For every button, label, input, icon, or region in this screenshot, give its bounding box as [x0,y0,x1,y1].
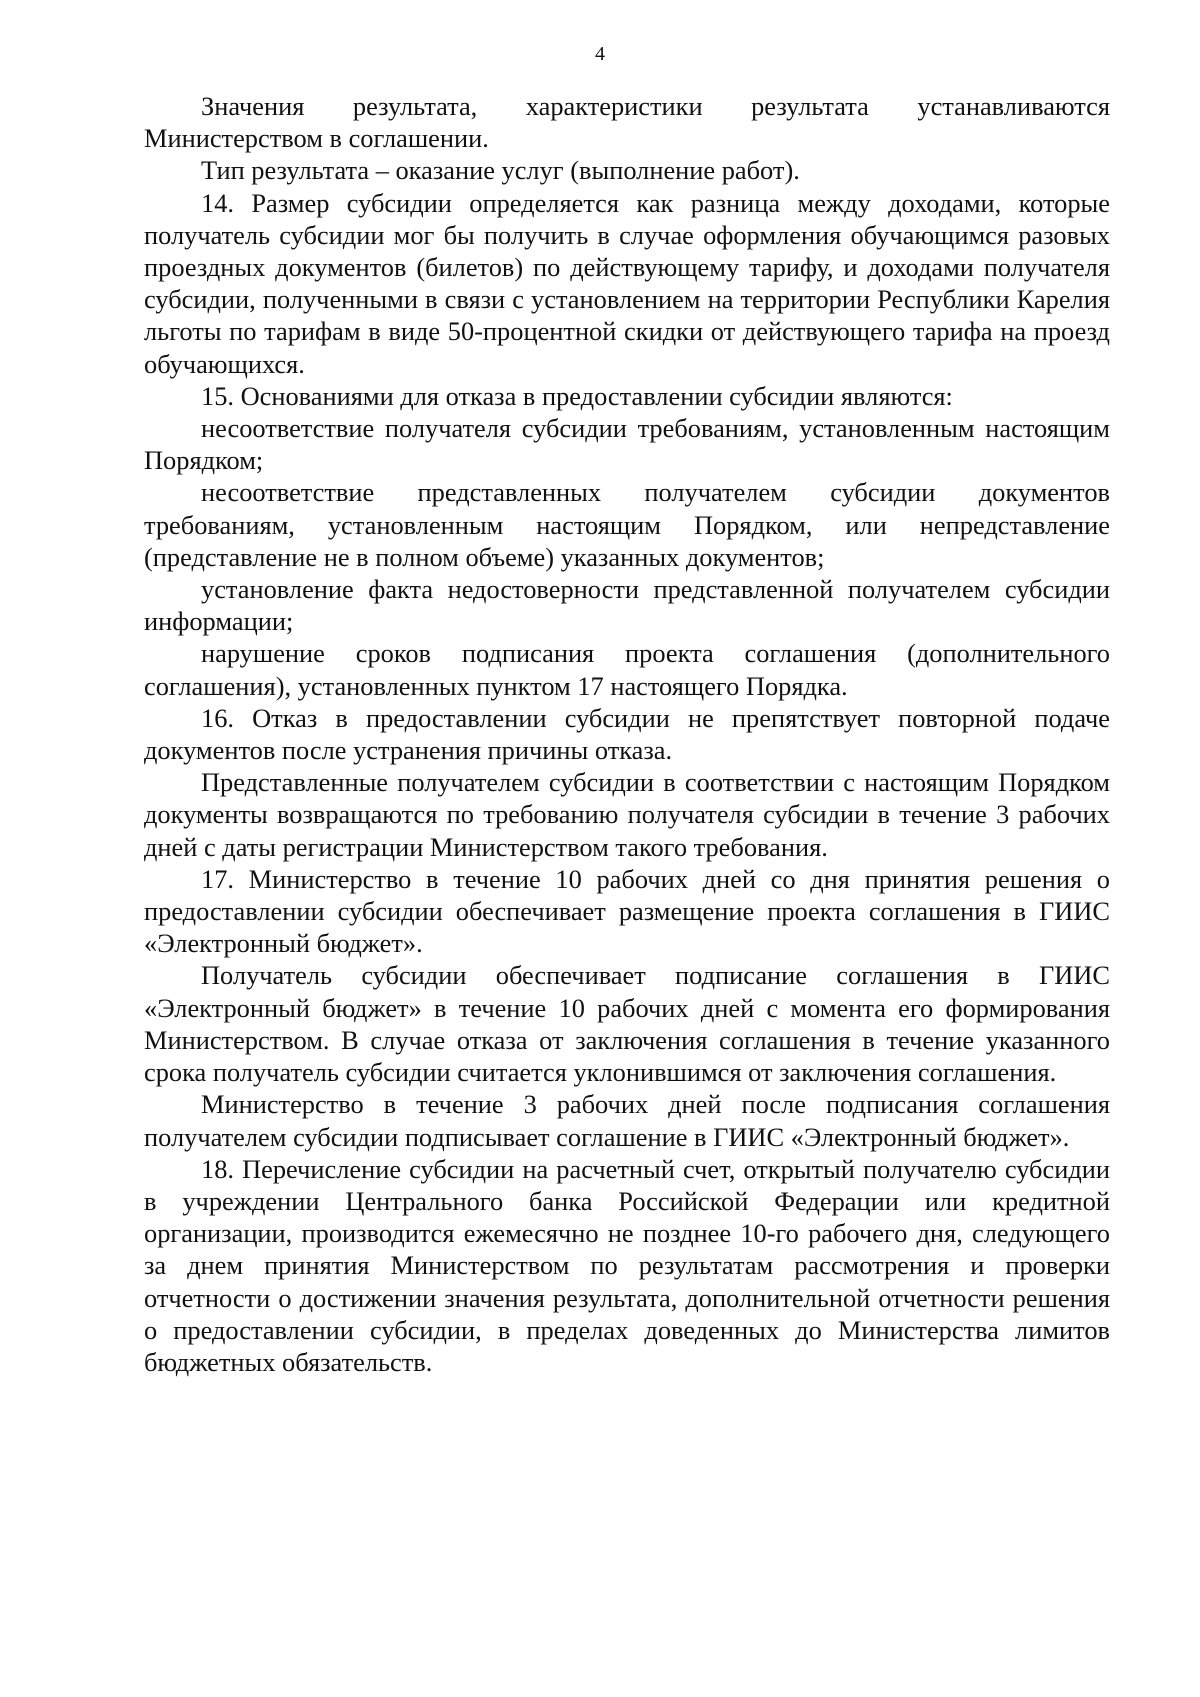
paragraph-17-agreement-draft: 17. Министерство в течение 10 рабочих дней со дня принятия решения о предоставлении субсидии обеспечивает размещение проекта соглашения в ГИИС «Электронный бюджет». [144,863,1110,959]
paragraph-ministry-signing: Министерство в течение 3 рабочих дней после подписания соглашения получателем субсидии подписывает соглашение в ГИИС «Электронный бюджет». [144,1089,1110,1152]
paragraph-16-resubmission: 16. Отказ в предоставлении субсидии не препятствует повторной подаче документов после устранения причины отказа. [144,702,1110,766]
paragraph-refusal-ground-deadlines: нарушение сроков подписания проекта соглашения (дополнительного соглашения), установленных пунктом 17 настоящего Порядка. [144,638,1110,701]
paragraph-refusal-ground-documents: несоответствие представленных получателем субсидии документов требованиям, установленным настоящим Порядком, или непредставление (представление не в полном объеме) указанных документов; [144,477,1110,572]
page-number: 4 [595,43,605,65]
paragraph-result-type: Тип результата – оказание услуг (выполнение работ). [201,155,800,186]
document-body [144,90,1110,1378]
paragraph-18-transfer: 18. Перечисление субсидии на расчетный счет, открытый получателю субсидии в учреждении Центрального банка Российской Федерации или кредитной организации, производится ежемесячно не позднее 10-го рабочего дня, следующего за днем принятия Министерством по результатам рассмотрения и проверки отчетности о достижении значения результата, дополнительной отчетности решения о предоставлении субсидии, в пределах доведенных до Министерства лимитов бюджетных обязательств. [144,1153,1110,1377]
paragraph-agreement-signing: Получатель субсидии обеспечивает подписание соглашения в ГИИС «Электронный бюджет» в течение 10 рабочих дней с момента его формирования Министерством. В случае отказа от заключения соглашения в течение указанного срока получатель субсидии считается уклонившимся от заключения соглашения. [144,960,1110,1088]
paragraph-documents-return: Представленные получателем субсидии в соответствии с настоящим Порядком документы возвращаются по требованию получателя субсидии в течение 3 рабочих дней с даты регистрации Министерством такого требования. [144,767,1110,862]
paragraph-refusal-ground-requirements: несоответствие получателя субсидии требованиям, установленным настоящим Порядком; [144,413,1110,476]
paragraph-result-values: Значения результата, характеристики результата устанавливаются Министерством в соглашении. [144,91,1110,154]
paragraph-14-subsidy-amount: 14. Размер субсидии определяется как разница между доходами, которые получатель субсидии мог бы получить в случае оформления обучающимся разовых проездных документов (билетов) по действующему тарифу, и доходами получателя субсидии, полученными в связи с установлением на территории Республики Карелия льготы по тарифам в виде 50-процентной скидки от действующего тарифа на проезд обучающихся. [144,187,1110,379]
paragraph-refusal-ground-inaccuracy: установление факта недостоверности представленной получателем субсидии информации; [144,574,1110,637]
paragraph-15-refusal-grounds: 15. Основаниями для отказа в предоставлении субсидии являются: [201,380,953,411]
